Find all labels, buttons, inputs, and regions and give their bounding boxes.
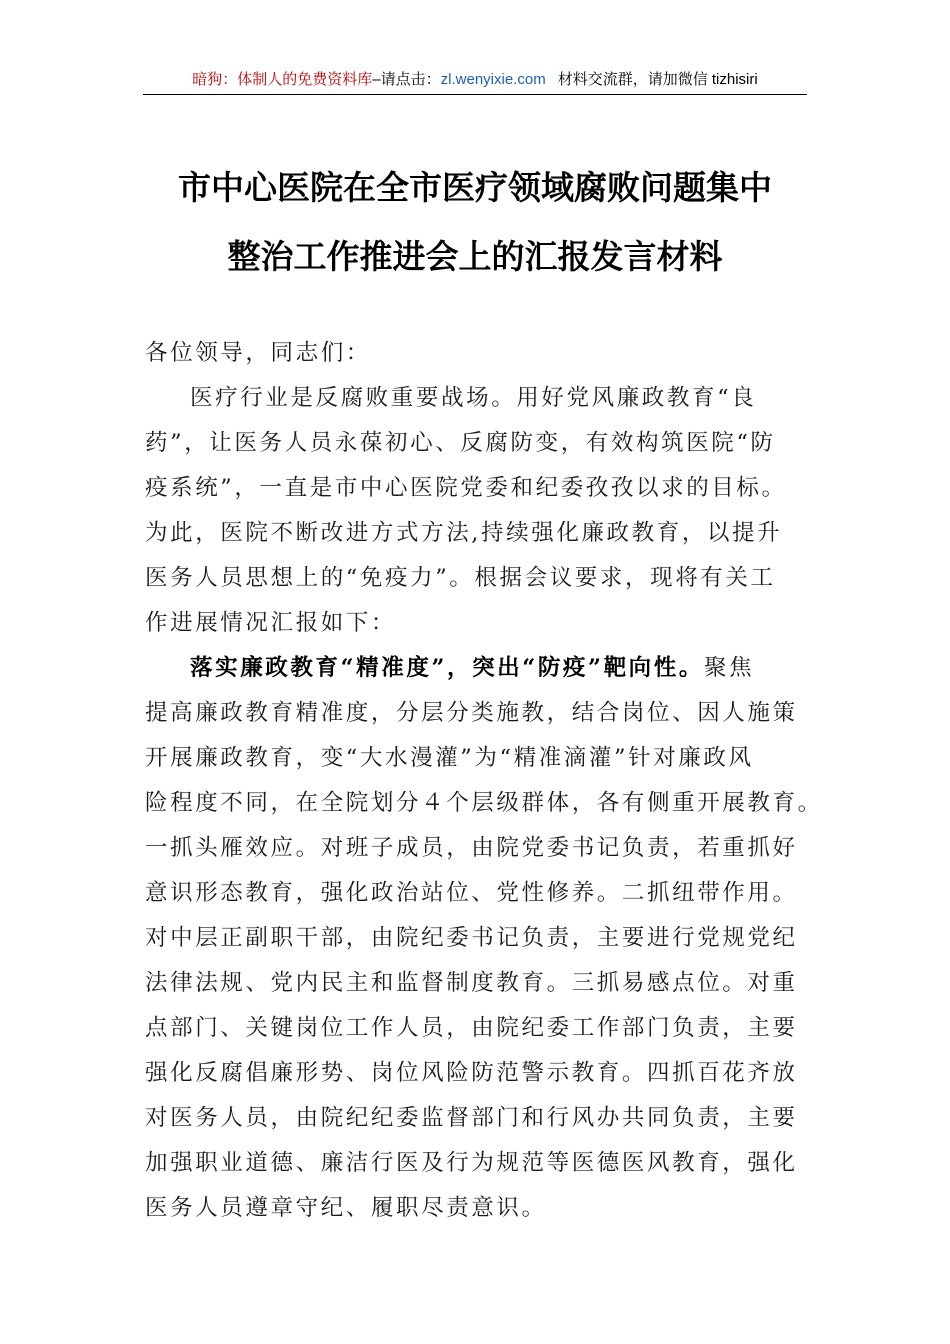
header-wechat-note: 材料交流群，请加微信 tizhisiri bbox=[557, 71, 758, 88]
paragraph-line: 药”，让医务人员永葆初心、反腐防变，有效构筑医院“防 bbox=[145, 430, 776, 456]
paragraph-line: 医疗行业是反腐败重要战场。用好党风廉政教育“良 bbox=[190, 385, 757, 411]
paragraph-line: 作进展情况汇报如下： bbox=[145, 610, 397, 636]
paragraph-line: 对中层正副职干部，由院纪委书记负责，主要进行党规党纪 bbox=[145, 925, 798, 951]
header-brand: 暗狗：体制人的免费资料库 bbox=[192, 71, 373, 88]
paragraph-line: 险程度不同，在全院划分４个层级群体，各有侧重开展教育。 bbox=[145, 790, 823, 816]
document-title-line-2: 整治工作推进会上的汇报发言材料 bbox=[227, 237, 723, 276]
section-heading: 落实廉政教育“精准度”，突出“防疫”靶向性。 bbox=[190, 655, 704, 681]
paragraph-line: 为此，医院不断改进方式方法,持续强化廉政教育，以提升 bbox=[145, 520, 783, 546]
paragraph-line: 开展廉政教育，变“大水漫灌”为“精准滴灌”针对廉政风 bbox=[145, 745, 754, 771]
paragraph-line: 提高廉政教育精准度，分层分类施教，结合岗位、因人施策 bbox=[145, 700, 798, 726]
section-heading-line bbox=[190, 648, 754, 688]
document-title-line-1: 市中心医院在全市医疗领域腐败问题集中 bbox=[178, 168, 772, 207]
header-click-prompt: –请点击： bbox=[372, 71, 441, 88]
page-header-banner bbox=[143, 66, 807, 95]
section-heading-tail: 聚焦 bbox=[703, 655, 755, 681]
paragraph-line: 医务人员遵章守纪、履职尽责意识。 bbox=[145, 1195, 547, 1221]
paragraph-line: 医务人员思想上的“免疫力”。根据会议要求，现将有关工 bbox=[145, 565, 776, 591]
paragraph-line: 点部门、关键岗位工作人员，由院纪委工作部门负责，主要 bbox=[145, 1015, 798, 1041]
paragraph-line: 意识形态教育，强化政治站位、党性修养。二抓纽带作用。 bbox=[145, 880, 798, 906]
paragraph-line: 加强职业道德、廉洁行医及行为规范等医德医风教育，强化 bbox=[145, 1150, 798, 1176]
paragraph-line: 对医务人员，由院纪纪委监督部门和行风办共同负责，主要 bbox=[145, 1105, 798, 1131]
paragraph-line: 疫系统”，一直是市中心医院党委和纪委孜孜以求的目标。 bbox=[145, 475, 787, 501]
salutation: 各位领导，同志们： bbox=[145, 340, 371, 366]
paragraph-line: 强化反腐倡廉形势、岗位风险防范警示教育。四抓百花齐放 bbox=[145, 1060, 798, 1086]
paragraph-line: 法律法规、党内民主和监督制度教育。三抓易感点位。对重 bbox=[145, 970, 798, 996]
header-url-link[interactable]: zl.wenyixie.com bbox=[440, 71, 546, 88]
paragraph-line: 一抓头雁效应。对班子成员，由院党委书记负责，若重抓好 bbox=[145, 835, 798, 861]
